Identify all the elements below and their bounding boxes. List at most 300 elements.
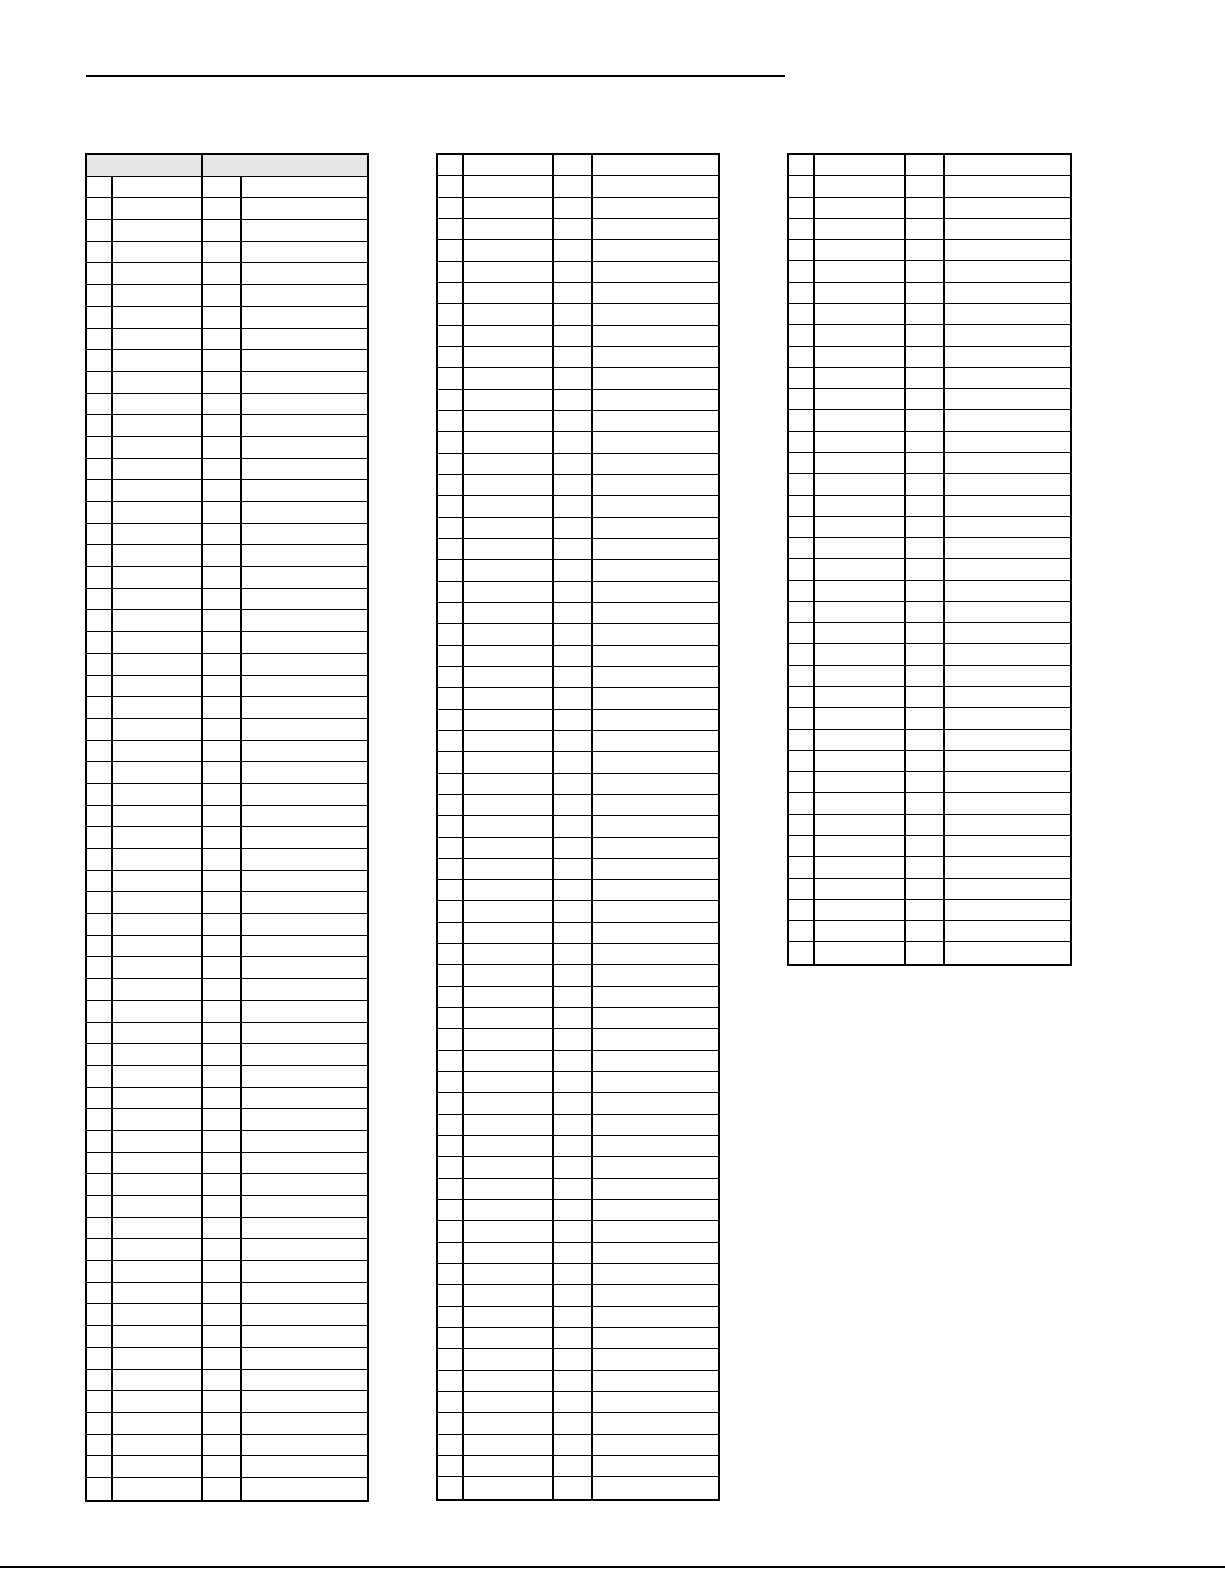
table-row [438,965,718,986]
column-divider [240,719,242,740]
column-divider [943,666,945,686]
column-divider [201,849,203,870]
column-divider [591,1179,593,1199]
column-divider [201,1348,203,1369]
column-divider [201,1326,203,1347]
column-divider [111,784,113,805]
column-divider [591,1413,593,1433]
column-divider [462,539,464,559]
column-divider [240,372,242,393]
table-left [85,153,369,1502]
table-row [87,437,367,459]
column-divider [904,815,906,835]
table-row [438,710,718,731]
column-divider [552,667,554,687]
column-divider [111,1174,113,1195]
column-divider [111,719,113,740]
column-divider [462,1307,464,1327]
column-divider [591,454,593,474]
table-row [438,560,718,581]
table-row [789,900,1070,921]
table-row [438,582,718,603]
column-divider [111,806,113,827]
column-divider [201,242,203,263]
column-divider [111,1370,113,1391]
column-divider [813,793,815,813]
column-divider [111,741,113,762]
column-divider [201,415,203,436]
table-row [87,242,367,264]
column-divider [813,921,815,941]
column-divider [240,957,242,978]
column-divider [552,795,554,815]
column-divider [943,155,945,175]
column-divider [111,936,113,957]
column-divider [201,871,203,892]
column-divider [240,198,242,219]
column-divider [201,285,203,306]
table-row [87,394,367,416]
column-divider [111,307,113,328]
column-divider [462,1221,464,1241]
column-divider [462,1285,464,1305]
column-divider [591,240,593,260]
column-divider [240,1044,242,1065]
column-divider [240,1478,242,1500]
column-divider [591,795,593,815]
table-row [438,1264,718,1285]
column-divider [591,496,593,516]
table-row [438,368,718,389]
table-row [438,624,718,645]
column-divider [904,155,906,175]
table-row [789,389,1070,410]
table-row [87,459,367,481]
column-divider [552,816,554,836]
column-divider [591,432,593,452]
table-row [87,1174,367,1196]
table-row [438,880,718,901]
table-row [87,610,367,632]
column-divider [552,454,554,474]
column-divider [240,394,242,415]
column-divider [201,1109,203,1130]
table-row [438,1243,718,1264]
column-divider [111,827,113,848]
column-divider [240,177,242,198]
table-row [438,987,718,1008]
column-divider [591,752,593,772]
column-divider [813,304,815,324]
table-row [789,453,1070,474]
column-divider [552,731,554,751]
table-row [87,1109,367,1131]
column-divider [591,262,593,282]
table-row [438,603,718,624]
table-row [87,871,367,893]
column-divider [201,1174,203,1195]
column-divider [462,1093,464,1113]
column-divider [240,697,242,718]
column-divider [111,979,113,1000]
column-divider [591,944,593,964]
column-divider [201,1435,203,1456]
column-divider [904,496,906,516]
table-row [87,1023,367,1045]
column-divider [591,390,593,410]
table-row [438,240,718,261]
column-divider [111,1326,113,1347]
table-row [789,687,1070,708]
column-divider [240,459,242,480]
column-divider [552,518,554,538]
column-divider [462,283,464,303]
column-divider [813,644,815,664]
table-row [789,368,1070,389]
column-divider [111,459,113,480]
column-divider [552,176,554,196]
table-row [789,261,1070,282]
column-divider [552,1456,554,1476]
column-divider [943,793,945,813]
column-divider [201,1218,203,1239]
column-divider [552,1264,554,1284]
column-divider [201,502,203,523]
column-divider [591,646,593,666]
column-divider [813,942,815,963]
table-row [789,517,1070,538]
column-divider [240,1456,242,1477]
column-divider [813,432,815,452]
column-divider [904,517,906,537]
table-row [87,480,367,502]
column-divider [904,198,906,218]
table-row [789,304,1070,325]
column-divider [552,774,554,794]
column-divider [111,1435,113,1456]
column-divider [552,688,554,708]
column-divider [201,459,203,480]
column-divider [462,752,464,772]
table-row [789,283,1070,304]
column-divider [552,838,554,858]
table-row [87,1304,367,1326]
column-divider [904,900,906,920]
column-divider [111,480,113,501]
column-divider [552,411,554,431]
column-divider [462,560,464,580]
column-divider [591,1307,593,1327]
table-row [438,667,718,688]
table-row [87,632,367,654]
table-row [87,654,367,676]
column-divider [904,751,906,771]
column-divider [240,263,242,284]
footer-rule [0,1566,1225,1568]
column-divider [591,475,593,495]
column-divider [462,667,464,687]
table-row [438,859,718,880]
column-divider [462,1136,464,1156]
table-row [87,914,367,936]
column-divider [552,1477,554,1498]
column-divider [240,480,242,501]
column-divider [462,198,464,218]
column-divider [904,644,906,664]
column-divider [111,1391,113,1412]
column-divider [201,719,203,740]
column-divider [240,849,242,870]
table-row [438,219,718,240]
column-divider [240,1391,242,1412]
column-divider [552,1051,554,1071]
table-row [438,1008,718,1029]
column-divider [111,1478,113,1500]
column-divider [462,1328,464,1348]
column-divider [111,285,113,306]
column-divider [552,347,554,367]
column-divider [552,283,554,303]
column-divider [240,242,242,263]
table-row [438,1200,718,1221]
column-divider [240,1218,242,1239]
table-row [87,762,367,784]
column-divider [591,1200,593,1220]
column-divider [201,914,203,935]
column-divider [552,1371,554,1391]
column-divider [552,262,554,282]
column-divider [591,1371,593,1391]
column-divider [111,350,113,371]
column-divider [462,347,464,367]
table-row [87,1001,367,1023]
column-divider [552,1435,554,1455]
column-divider [462,1179,464,1199]
column-divider [591,1157,593,1177]
column-divider [591,1221,593,1241]
column-divider [591,326,593,346]
table-row [87,1239,367,1261]
table-row [87,806,367,828]
column-divider [462,219,464,239]
table-row [87,849,367,871]
table-row [438,304,718,325]
column-divider [813,389,815,409]
table-row [789,666,1070,687]
column-divider [111,545,113,566]
column-divider [462,710,464,730]
column-divider [591,411,593,431]
column-divider [111,1218,113,1239]
column-divider [111,654,113,675]
column-divider [552,987,554,1007]
column-divider [201,1261,203,1282]
column-divider [552,859,554,879]
column-divider [111,1044,113,1065]
column-divider [240,762,242,783]
table-row [87,329,367,351]
column-divider [111,697,113,718]
column-divider [904,304,906,324]
column-divider [591,1136,593,1156]
column-divider [552,710,554,730]
column-divider [462,603,464,623]
table-row [87,1456,367,1478]
column-divider [552,432,554,452]
table-row [438,539,718,560]
column-divider [552,1328,554,1348]
column-divider [240,610,242,631]
table-row [87,1391,367,1413]
column-divider [111,589,113,610]
column-divider [591,1093,593,1113]
column-divider [552,1285,554,1305]
table-row [438,262,718,283]
column-divider [552,923,554,943]
column-divider [201,1196,203,1217]
column-divider [591,283,593,303]
column-divider [943,730,945,750]
column-divider [552,603,554,623]
column-divider [943,921,945,941]
column-divider [111,1131,113,1152]
column-divider [591,987,593,1007]
table-row [438,1456,718,1477]
column-divider [201,1370,203,1391]
column-divider [462,987,464,1007]
column-divider [111,1109,113,1130]
column-divider [943,900,945,920]
column-divider [240,1066,242,1087]
column-divider [240,1001,242,1022]
column-divider [111,1304,113,1325]
column-divider [591,1115,593,1135]
column-divider [904,730,906,750]
column-divider [201,480,203,501]
table-row [87,1261,367,1283]
table-row [87,1218,367,1240]
column-divider [552,1115,554,1135]
column-divider [552,582,554,602]
column-divider [591,901,593,921]
column-divider [591,731,593,751]
column-divider [943,815,945,835]
column-divider [943,517,945,537]
table-row [87,827,367,849]
column-divider [462,838,464,858]
table-row [87,719,367,741]
column-divider [552,1307,554,1327]
column-divider [552,155,554,175]
column-divider [462,901,464,921]
column-divider [111,1283,113,1304]
table-row [438,198,718,219]
table-row [87,784,367,806]
column-divider [111,610,113,631]
column-divider [240,1283,242,1304]
column-divider [462,1051,464,1071]
column-divider [591,816,593,836]
column-divider [552,944,554,964]
table-row [789,772,1070,793]
table-row [87,979,367,1001]
column-divider [552,304,554,324]
column-divider [943,538,945,558]
column-divider [240,654,242,675]
column-divider [813,368,815,388]
column-divider [462,1115,464,1135]
column-divider [201,372,203,393]
column-divider [591,1072,593,1092]
table-row [438,774,718,795]
table-row [438,1136,718,1157]
table-row [789,581,1070,602]
column-divider [111,1196,113,1217]
table-row [87,372,367,394]
column-divider [591,198,593,218]
column-divider [201,198,203,219]
column-divider [201,1283,203,1304]
column-divider [201,307,203,328]
column-divider [240,1413,242,1434]
table-row [438,1051,718,1072]
column-divider [813,496,815,516]
column-divider [904,176,906,196]
column-divider [462,1029,464,1049]
table-row [789,176,1070,197]
column-divider [462,816,464,836]
column-divider [552,1243,554,1263]
column-divider [201,524,203,545]
table-row [438,347,718,368]
column-divider [462,624,464,644]
column-divider [111,1066,113,1087]
column-divider [943,751,945,771]
table-row [87,1348,367,1370]
table-right [787,153,1072,966]
column-divider [552,390,554,410]
column-divider [552,1072,554,1092]
column-divider [201,1239,203,1260]
column-divider [552,752,554,772]
table-row [87,589,367,611]
column-divider [462,731,464,751]
column-divider [904,453,906,473]
table-row [87,350,367,372]
column-divider [201,654,203,675]
column-divider [813,879,815,899]
column-divider [111,957,113,978]
column-divider [904,410,906,430]
table-row [438,1435,718,1456]
column-divider [240,307,242,328]
column-divider [201,220,203,241]
column-divider [943,836,945,856]
column-divider [943,623,945,643]
column-divider [111,762,113,783]
column-divider [904,857,906,877]
table-row [789,325,1070,346]
column-divider [904,368,906,388]
column-divider [904,666,906,686]
column-divider [552,880,554,900]
table-row [789,836,1070,857]
column-divider [943,559,945,579]
column-divider [462,390,464,410]
column-divider [904,602,906,622]
column-divider [943,496,945,516]
column-divider [111,1088,113,1109]
